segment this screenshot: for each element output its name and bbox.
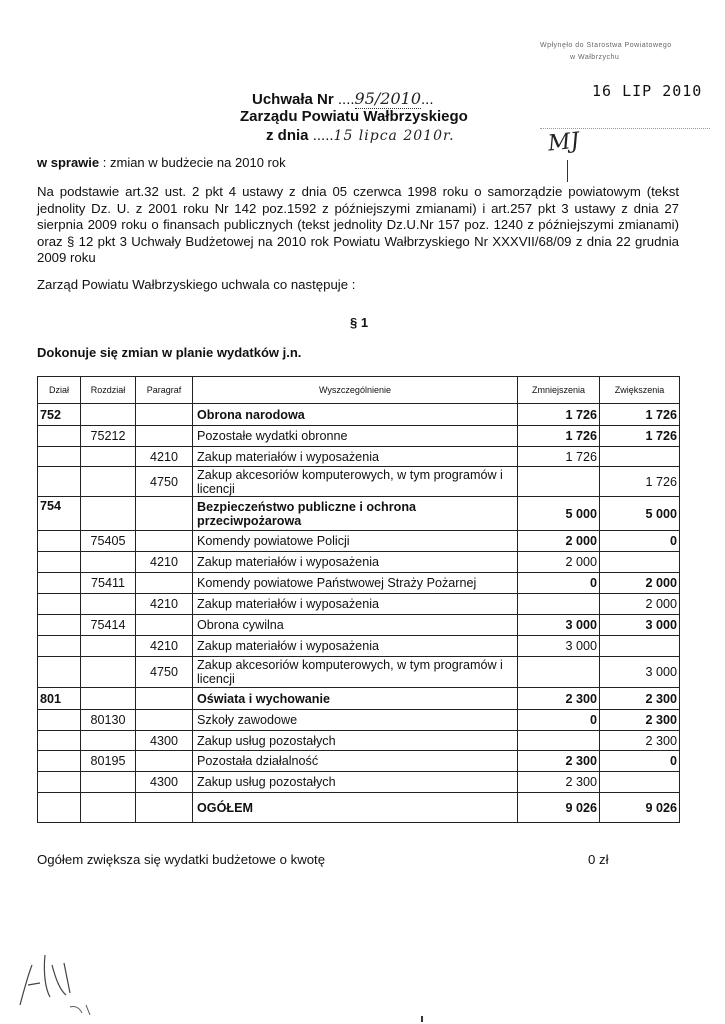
cell-dzial: [38, 426, 81, 447]
summary-amount: 0 zł: [588, 852, 609, 867]
cell-decrease: 2 000: [518, 531, 600, 552]
cell-description: Bezpieczeństwo publiczne i ochrona przeciwpożarowa: [193, 497, 518, 531]
cell-rozdzial: [81, 688, 136, 710]
table-row: [38, 772, 680, 793]
cell-increase: 0: [600, 751, 680, 772]
cell-rozdzial: [81, 594, 136, 615]
cell-paragraf: [136, 615, 193, 636]
cell-increase: 2 300: [600, 688, 680, 710]
header-wyszczegolnienie: Wyszczególnienie: [193, 377, 518, 404]
cell-dzial: [38, 731, 81, 751]
subject-line: [37, 155, 286, 170]
cell-decrease: 1 726: [518, 426, 600, 447]
resolution-number: 95/2010: [354, 89, 422, 108]
cell-rozdzial: [81, 404, 136, 426]
cell-dzial: 801: [38, 688, 81, 710]
cell-decrease: 5 000: [518, 497, 600, 531]
expenditure-table: [37, 376, 680, 823]
cell-increase: 1 726: [600, 426, 680, 447]
stamp-date: 16 LIP 2010: [592, 82, 703, 100]
stamp-line1: Wpłynęło do Starostwa Powiatowego: [540, 42, 672, 49]
cell-dzial: [38, 710, 81, 731]
board-name: Zarządu Powiatu Wałbrzyskiego: [240, 108, 468, 125]
cell-dzial: [38, 531, 81, 552]
date-label: z dnia: [266, 127, 309, 144]
cell-dzial: [38, 615, 81, 636]
cell-description: Zakup materiałów i wyposażenia: [193, 552, 518, 573]
cell-description: Pozostała działalność: [193, 751, 518, 772]
cell-paragraf: [136, 688, 193, 710]
cell-rozdzial: [81, 657, 136, 688]
table-row: [38, 467, 680, 497]
cell-decrease: 0: [518, 573, 600, 594]
subject-text: : zmian w budżecie na 2010 rok: [102, 155, 286, 170]
cell-paragraf: 4210: [136, 447, 193, 467]
cell-decrease: 2 300: [518, 772, 600, 793]
header-paragraf: Paragraf: [136, 377, 193, 404]
cell-increase: [600, 447, 680, 467]
summary-text: Ogółem zwiększa się wydatki budżetowe o kwotę: [37, 852, 326, 867]
table-row: [38, 688, 680, 710]
header-rozdzial: Rozdział: [81, 377, 136, 404]
cell-rozdzial: 80130: [81, 710, 136, 731]
cell-paragraf: [136, 426, 193, 447]
cell-description: Zakup usług pozostałych: [193, 731, 518, 751]
cell-increase: 2 300: [600, 710, 680, 731]
cell-paragraf: [136, 710, 193, 731]
cell-increase: 2 000: [600, 573, 680, 594]
table-row: [38, 657, 680, 688]
cell-rozdzial: [81, 447, 136, 467]
cell-dzial: [38, 552, 81, 573]
cell-paragraf: [136, 497, 193, 531]
cell-increase: 0: [600, 531, 680, 552]
resolves-line: Zarząd Powiatu Wałbrzyskiego uchwala co następuje :: [37, 277, 356, 292]
table-row: [38, 497, 680, 531]
resolution-date: 15 lipca 2010r.: [333, 128, 455, 144]
cell-rozdzial: 80195: [81, 751, 136, 772]
cell-dzial: [38, 594, 81, 615]
stamp-signature: MJ: [546, 128, 581, 157]
cell-description: OGÓŁEM: [193, 793, 518, 823]
cell-increase: 5 000: [600, 497, 680, 531]
header-zmniejszenia: Zmniejszenia: [518, 377, 600, 404]
cell-description: Komendy powiatowe Policji: [193, 531, 518, 552]
cell-dzial: [38, 447, 81, 467]
subject-label: w sprawie: [37, 155, 100, 170]
cell-increase: [600, 552, 680, 573]
legal-basis-paragraph: Na podstawie art.32 ust. 2 pkt 4 ustawy z dnia 05 czerwca 1998 roku o samorządzie powiatowym (tekst jednolity Dz. U. z 2001 roku Nr 142 poz.1592 z późniejszymi zmianami) i art.257 pkt 3 ustawy z dnia 27 sierpnia 2009 roku o finansach publicznych (tekst jednolity Dz.U.Nr 157 poz. 1240 z późniejszymi zmianami) oraz § 12 pkt 3 Uchwały Budżetowej na 2010 rok Powiatu Wałbrzyskiego Nr XXXVII/68/09 z dnia 22 grudnia 2009 roku: [37, 184, 679, 265]
header-dzial: Dział: [38, 377, 81, 404]
cell-dzial: 752: [38, 404, 81, 426]
cell-dzial: [38, 772, 81, 793]
cell-decrease: 9 026: [518, 793, 600, 823]
table-row: [38, 531, 680, 552]
cell-increase: 3 000: [600, 657, 680, 688]
table-row: [38, 731, 680, 751]
cell-rozdzial: [81, 793, 136, 823]
cell-paragraf: [136, 531, 193, 552]
cell-dzial: [38, 573, 81, 594]
cell-rozdzial: [81, 552, 136, 573]
table-row: [38, 594, 680, 615]
cell-increase: [600, 772, 680, 793]
table-row: [38, 573, 680, 594]
cell-increase: [600, 636, 680, 657]
table-header-row: [38, 377, 680, 404]
cell-dzial: 754: [38, 497, 81, 531]
cell-description: Obrona cywilna: [193, 615, 518, 636]
cell-description: Zakup materiałów i wyposażenia: [193, 594, 518, 615]
cell-description: Komendy powiatowe Państwowej Straży Pożarnej: [193, 573, 518, 594]
cell-decrease: 2 300: [518, 688, 600, 710]
cell-paragraf: 4750: [136, 467, 193, 497]
cell-paragraf: 4210: [136, 636, 193, 657]
cell-rozdzial: [81, 497, 136, 531]
cell-description: Zakup akcesoriów komputerowych, w tym programów i licencji: [193, 467, 518, 497]
resolution-label: Uchwała Nr: [252, 91, 334, 108]
table-row: [38, 710, 680, 731]
cell-decrease: 3 000: [518, 615, 600, 636]
cell-rozdzial: [81, 731, 136, 751]
cell-description: Zakup materiałów i wyposażenia: [193, 636, 518, 657]
resolution-number-line: Uchwała Nr ....95/2010...: [252, 89, 434, 108]
table-row: [38, 636, 680, 657]
resolution-date-line: z dnia .....15 lipca 2010r.: [266, 127, 455, 144]
table-row: [38, 426, 680, 447]
stamp-tick: [567, 160, 568, 182]
cell-description: Oświata i wychowanie: [193, 688, 518, 710]
cell-dzial: [38, 793, 81, 823]
cell-dzial: [38, 657, 81, 688]
cell-paragraf: 4300: [136, 731, 193, 751]
cell-increase: 3 000: [600, 615, 680, 636]
cell-dzial: [38, 467, 81, 497]
table-row: [38, 552, 680, 573]
cell-increase: 2 000: [600, 594, 680, 615]
cell-decrease: 2 000: [518, 552, 600, 573]
cell-decrease: 3 000: [518, 636, 600, 657]
cell-description: Pozostałe wydatki obronne: [193, 426, 518, 447]
cell-decrease: 1 726: [518, 404, 600, 426]
table-row: [38, 751, 680, 772]
cell-decrease: [518, 731, 600, 751]
cell-paragraf: [136, 404, 193, 426]
cell-decrease: [518, 467, 600, 497]
cell-decrease: 0: [518, 710, 600, 731]
cell-description: Obrona narodowa: [193, 404, 518, 426]
cell-decrease: 1 726: [518, 447, 600, 467]
cell-description: Szkoły zawodowe: [193, 710, 518, 731]
cell-dzial: [38, 751, 81, 772]
cell-increase: 1 726: [600, 404, 680, 426]
cell-decrease: [518, 657, 600, 688]
handwritten-initials: [10, 935, 120, 1020]
page-mark: [421, 1016, 423, 1022]
cell-paragraf: 4210: [136, 552, 193, 573]
table-row: [38, 447, 680, 467]
table-total-row: [38, 793, 680, 823]
table-intro: Dokonuje się zmian w planie wydatków j.n.: [37, 345, 302, 360]
cell-increase: 1 726: [600, 467, 680, 497]
cell-increase: 2 300: [600, 731, 680, 751]
cell-paragraf: [136, 751, 193, 772]
cell-paragraf: 4210: [136, 594, 193, 615]
cell-description: Zakup materiałów i wyposażenia: [193, 447, 518, 467]
header-zwiekszenia: Zwiększenia: [600, 377, 680, 404]
cell-rozdzial: 75212: [81, 426, 136, 447]
cell-rozdzial: [81, 636, 136, 657]
cell-increase: 9 026: [600, 793, 680, 823]
cell-decrease: [518, 594, 600, 615]
cell-description: Zakup akcesoriów komputerowych, w tym programów i licencji: [193, 657, 518, 688]
stamp-line2: w Wałbrzychu: [570, 54, 620, 61]
table-row: [38, 615, 680, 636]
cell-paragraf: 4300: [136, 772, 193, 793]
cell-paragraf: [136, 793, 193, 823]
cell-paragraf: [136, 573, 193, 594]
table-row: [38, 404, 680, 426]
section-marker: § 1: [350, 315, 369, 330]
cell-description: Zakup usług pozostałych: [193, 772, 518, 793]
cell-rozdzial: [81, 467, 136, 497]
cell-dzial: [38, 636, 81, 657]
cell-rozdzial: 75405: [81, 531, 136, 552]
cell-rozdzial: [81, 772, 136, 793]
cell-decrease: 2 300: [518, 751, 600, 772]
cell-rozdzial: 75414: [81, 615, 136, 636]
cell-paragraf: 4750: [136, 657, 193, 688]
cell-rozdzial: 75411: [81, 573, 136, 594]
